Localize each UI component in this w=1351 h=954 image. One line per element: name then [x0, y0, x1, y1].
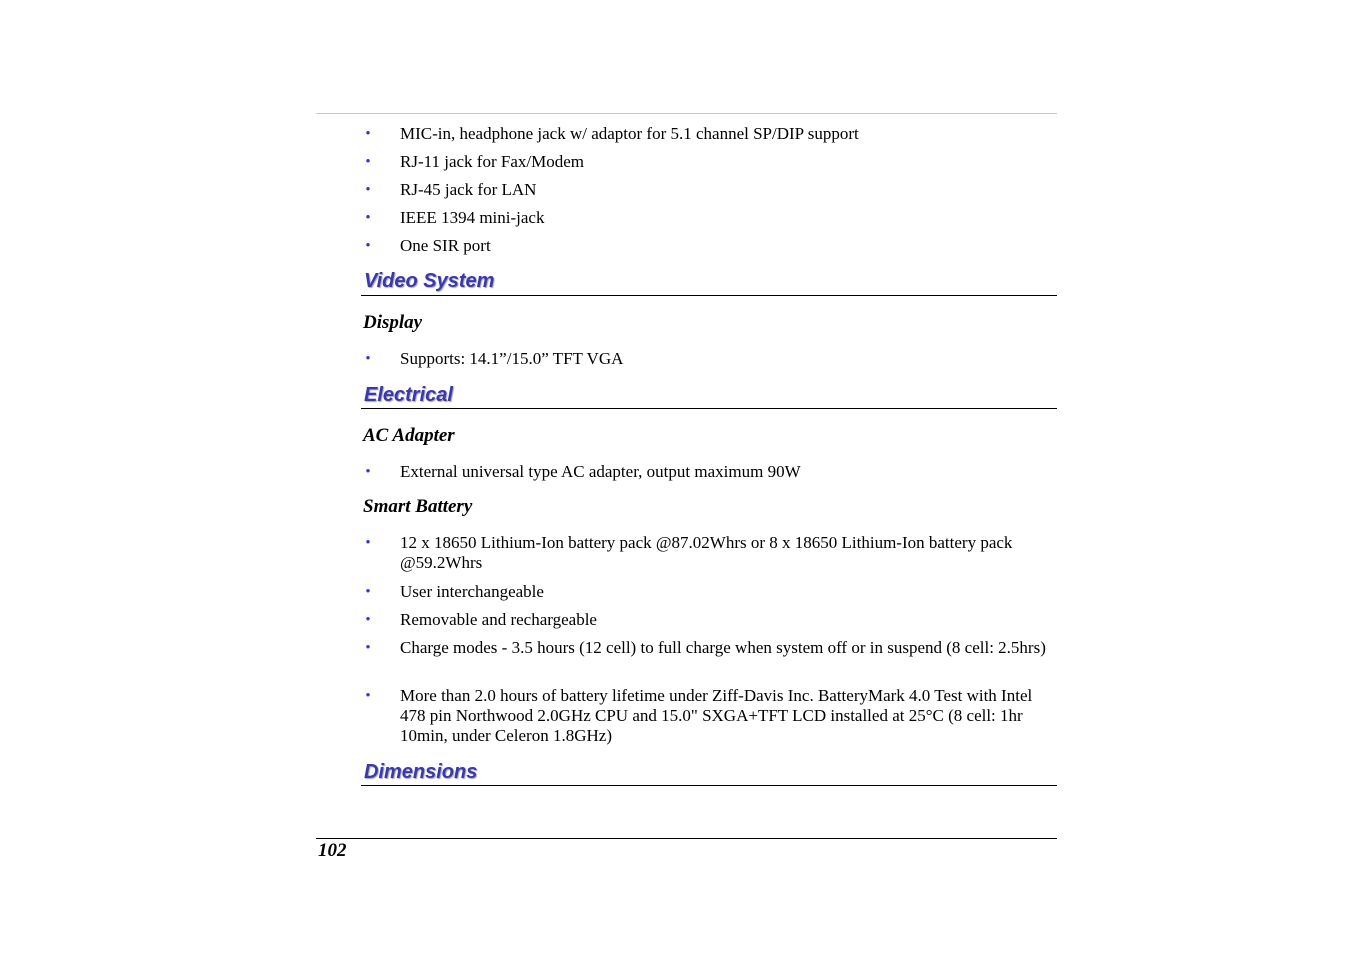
section-heading-dimensions: Dimensions: [364, 761, 478, 783]
list-item-text: User interchangeable: [400, 582, 544, 601]
subheading-smart-battery: Smart Battery: [363, 496, 473, 517]
list-item-text: 12 x 18650 Lithium-Ion battery pack @87.02Whrs or 8 x 18650 Lithium-Ion battery pack @59.2Whrs: [400, 533, 1013, 572]
page-number: 102: [318, 840, 347, 861]
list-item-text: IEEE 1394 mini-jack: [400, 208, 545, 227]
bullet-icon: •: [365, 126, 371, 142]
list-item: [362, 462, 1057, 482]
subheading-display: Display: [363, 312, 423, 333]
bullet-icon: •: [365, 210, 371, 226]
bullet-icon: •: [365, 182, 371, 198]
footer-rule: [316, 838, 1057, 839]
section-heading-electrical: Electrical: [364, 384, 453, 406]
list-item: [362, 638, 1057, 658]
list-item: [362, 686, 1057, 746]
bullet-icon: •: [365, 238, 371, 254]
list-item: [362, 124, 1057, 144]
subheading-ac-adapter: AC Adapter: [363, 425, 455, 446]
section-heading-video-system: Video System: [364, 270, 495, 292]
bullet-icon: •: [365, 688, 371, 704]
section-rule: [361, 295, 1057, 296]
section-rule: [361, 785, 1057, 786]
list-item-text: Supports: 14.1”/15.0” TFT VGA: [400, 349, 624, 368]
list-item: [362, 533, 1057, 573]
list-item-text: Removable and rechargeable: [400, 610, 597, 629]
bullet-icon: •: [365, 612, 371, 628]
list-item: [362, 582, 1057, 602]
bullet-icon: •: [365, 464, 371, 480]
list-item-text: RJ-11 jack for Fax/Modem: [400, 152, 584, 171]
bullet-icon: •: [365, 351, 371, 367]
list-item: [362, 208, 1057, 228]
bullet-icon: •: [365, 640, 371, 656]
bullet-icon: •: [365, 584, 371, 600]
list-item-text: External universal type AC adapter, output maximum 90W: [400, 462, 801, 481]
list-item: [362, 180, 1057, 200]
list-item-text: More than 2.0 hours of battery lifetime under Ziff-Davis Inc. BatteryMark 4.0 Test with Intel 478 pin Northwood 2.0GHz CPU and 15.0" SXGA+TFT LCD installed at 25°C (8 cell: 1hr 10min, under Celeron 1.8GHz): [400, 686, 1033, 745]
bullet-icon: •: [365, 535, 371, 551]
list-item-text: MIC-in, headphone jack w/ adaptor for 5.1 channel SP/DIP support: [400, 124, 859, 143]
list-item-text: RJ-45 jack for LAN: [400, 180, 537, 199]
list-item: [362, 236, 1057, 256]
bullet-icon: •: [365, 154, 371, 170]
list-item-text: One SIR port: [400, 236, 491, 255]
list-item: [362, 610, 1057, 630]
section-rule: [361, 408, 1057, 409]
list-item-text: Charge modes - 3.5 hours (12 cell) to full charge when system off or in suspend (8 cell: 2.5hrs): [400, 638, 1046, 657]
list-item: [362, 152, 1057, 172]
list-item: [362, 349, 1057, 369]
header-rule: [316, 113, 1057, 114]
